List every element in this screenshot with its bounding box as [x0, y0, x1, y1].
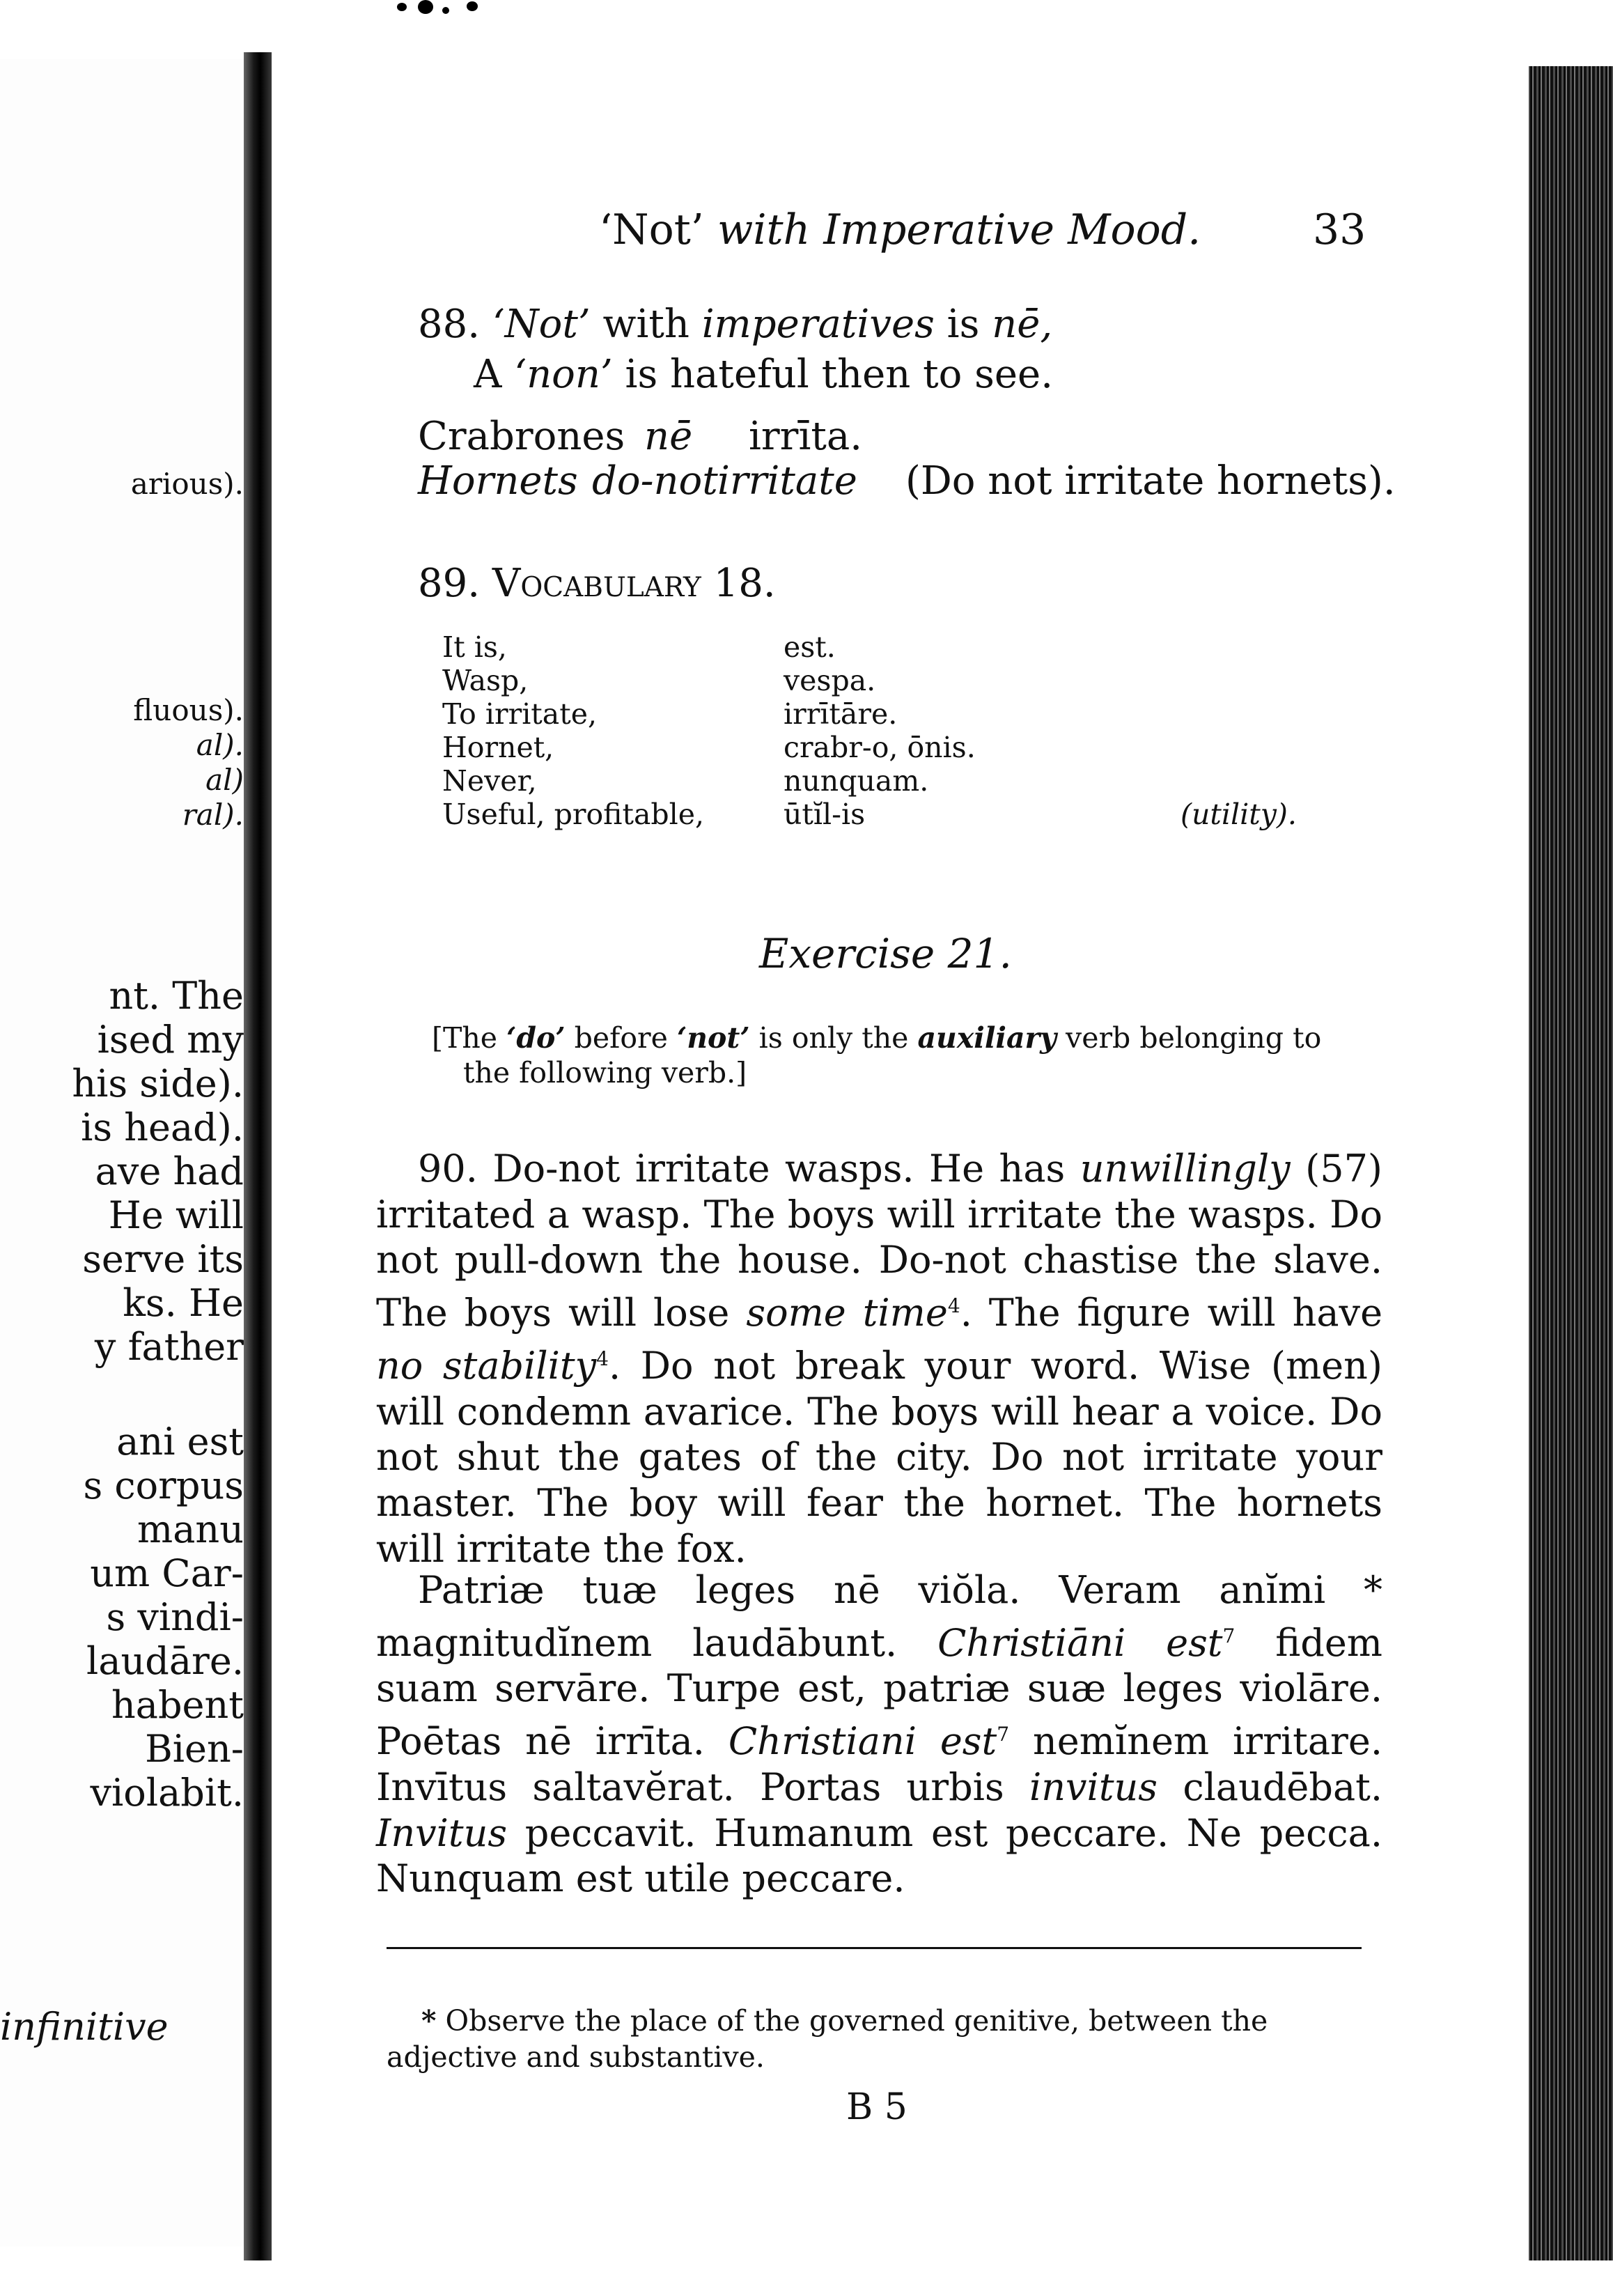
paragraph-text: (57) irritated a wasp. The boys will irritate the wasps. Do not pull-down the house. Do-not chastise the slave. The boys will lose — [376, 1147, 1383, 1335]
paragraph-italic: Invitus — [376, 1810, 508, 1855]
vocab-english: Wasp, — [442, 664, 529, 697]
vocabulary-row — [442, 764, 1297, 798]
latin-exercise-paragraph — [376, 1567, 1382, 1902]
vocabulary-title: Vocabulary 18. — [492, 561, 776, 606]
instruction-text: the following verb.] — [463, 1056, 747, 1089]
left-page-line: infinitive — [0, 2006, 169, 2048]
running-head — [599, 205, 1201, 254]
paragraph-text: claudēbat. — [1183, 1764, 1382, 1809]
paragraph-text: fidem suam servāre. Turpe est, patriæ suæ leges violāre. Poētas nē irrīta. — [376, 1620, 1382, 1764]
vocabulary-number: 89. — [418, 561, 481, 606]
left-page-line: ani est — [116, 1421, 244, 1463]
footnote-ref: 7 — [1222, 1624, 1236, 1647]
vocab-latin: nunquam. — [784, 764, 929, 798]
left-page-line: habent — [111, 1684, 244, 1726]
vocab-latin: est. — [784, 630, 836, 664]
vocabulary-row — [442, 731, 1297, 764]
running-head-title: with Imperative Mood. — [717, 205, 1201, 254]
rule-88 — [418, 300, 1053, 400]
vocab-english: Never, — [442, 764, 537, 798]
left-page-line: um Car- — [90, 1553, 244, 1595]
vocabulary-row — [442, 630, 1297, 664]
vocab-latin: ūtĭl-is — [784, 798, 866, 831]
rule-number: 88. — [418, 302, 481, 347]
exercise-instruction — [432, 1021, 1379, 1090]
vocab-latin: crabr-o, ōnis. — [784, 731, 976, 764]
rule-with: with — [602, 302, 689, 347]
vocabulary-row — [442, 664, 1297, 697]
example-sentence — [418, 414, 1396, 504]
footnote-text: Observe the place of the governed genitive, between the adjective and substantive. — [387, 2004, 1268, 2074]
left-page-line: He will — [108, 1195, 244, 1236]
paragraph-text: Patriæ tuæ leges nē viŏla. Veram anĭmi * magnitudĭnem laudābunt. — [376, 1568, 1382, 1665]
rule-is: is — [946, 302, 980, 347]
example-gloss-line — [418, 459, 1396, 504]
left-page-line: is head). — [81, 1107, 244, 1149]
example-latin-word: nē — [644, 414, 693, 459]
footnote-marker: * — [421, 2004, 437, 2038]
left-page-line: serve its — [82, 1239, 244, 1280]
left-page-line: ave had — [95, 1151, 244, 1193]
instruction-not: ‘not’ — [676, 1021, 750, 1055]
example-latin-word: irrīta. — [749, 414, 863, 459]
paragraph-text: nemĭnem irritare. Invītus saltavĕrat. Portas urbis — [376, 1719, 1382, 1809]
example-latin-word: Crabrones — [418, 414, 625, 459]
vocab-english: Hornet, — [442, 731, 554, 764]
paragraph-italic: Christiāni est — [937, 1620, 1223, 1665]
footnote-ref: 4 — [947, 1294, 960, 1318]
left-page-line: s corpus — [83, 1465, 244, 1507]
footnote-ref: 4 — [596, 1347, 609, 1370]
instruction-do: ‘do’ — [506, 1021, 566, 1055]
book-gutter — [244, 52, 272, 2260]
example-gloss-word: irritate — [717, 458, 857, 504]
paragraph-italic: unwillingly — [1080, 1147, 1291, 1190]
signature-mark: B 5 — [846, 2086, 907, 2128]
left-page-line: ral). — [182, 798, 244, 832]
vocab-english: To irritate, — [442, 697, 597, 731]
instruction-text: [The — [432, 1021, 498, 1055]
example-gloss-word: do-not — [592, 458, 718, 504]
left-page-line: fluous). — [133, 693, 244, 727]
rule-imperatives: imperatives — [701, 302, 935, 347]
exercise-paragraph-90 — [376, 1146, 1382, 1572]
left-page-line: nt. The — [109, 975, 244, 1017]
vocab-latin: vespa. — [784, 664, 876, 697]
footnote-ref: 7 — [997, 1723, 1010, 1746]
vocab-latin: irrītāre. — [784, 697, 898, 731]
instruction-auxiliary: auxiliary — [917, 1021, 1057, 1055]
vocabulary-list — [442, 630, 1297, 831]
example-gloss-word: Hornets — [418, 458, 578, 504]
right-page — [272, 42, 1529, 2264]
paragraph-text: 90. Do-not irritate wasps. He has — [418, 1147, 1066, 1190]
running-head-not: ‘Not’ — [599, 205, 704, 254]
ink-specks — [390, 0, 488, 28]
paragraph-italic: Christiani est — [728, 1719, 997, 1764]
left-page-fragment — [0, 59, 258, 2247]
rule-ne: nē, — [992, 302, 1053, 347]
left-page-line: arious). — [130, 467, 244, 501]
paragraph-text: peccavit. Humanum est peccare. Ne pecca. Nunquam est utile peccare. — [376, 1810, 1383, 1901]
left-page-line: his side). — [72, 1063, 244, 1105]
rule-not-word: ‘Not’ — [492, 302, 591, 347]
instruction-text: verb belonging to — [1066, 1021, 1322, 1055]
footnote-divider — [387, 1947, 1362, 1949]
left-page-line: y father — [94, 1326, 244, 1368]
rule-non: ‘non’ — [514, 352, 613, 397]
example-translation: (Do not irritate hornets). — [905, 458, 1396, 504]
footnote — [387, 2003, 1386, 2075]
left-page-line: violabit. — [90, 1772, 244, 1814]
instruction-text: before — [574, 1021, 668, 1055]
left-page-line: ks. He — [123, 1282, 244, 1324]
vocab-english: It is, — [442, 630, 507, 664]
rule-a: A — [474, 352, 502, 397]
page-number: 33 — [1313, 205, 1366, 254]
paragraph-italic: invitus — [1029, 1764, 1158, 1809]
rule-line2-rest: is hateful then to see. — [625, 352, 1053, 397]
paragraph-italic: some time — [746, 1291, 948, 1335]
left-page-line: al). — [196, 728, 244, 762]
left-page-line: Bien- — [145, 1728, 244, 1770]
paragraph-italic: no stability — [376, 1343, 597, 1388]
vocabulary-row — [442, 798, 1297, 831]
vocab-note: (utility). — [1180, 798, 1297, 831]
exercise-title: Exercise 21. — [759, 930, 1012, 977]
left-page-line: laudāre. — [86, 1640, 244, 1682]
vocabulary-row — [442, 697, 1297, 731]
example-latin-line — [418, 414, 1396, 459]
paragraph-text: . The figure will have — [960, 1291, 1383, 1335]
left-page-line: ised my — [97, 1019, 244, 1061]
left-page-line: al) — [205, 763, 244, 797]
left-page-line: s vindi- — [106, 1597, 244, 1638]
paragraph-text: . Do not break your word. Wise (men) will condemn avarice. The boys will hear a voice. Do not shut the gates of the city. Do not irritate your master. The boy will fear the hornet. The hornets will irritate the fox. — [376, 1343, 1382, 1571]
left-page-line: manu — [137, 1509, 244, 1551]
vocab-english: Useful, profitable, — [442, 798, 705, 831]
page-edges — [1525, 66, 1613, 2260]
instruction-text: is only the — [758, 1021, 909, 1055]
vocabulary-heading — [418, 561, 776, 606]
